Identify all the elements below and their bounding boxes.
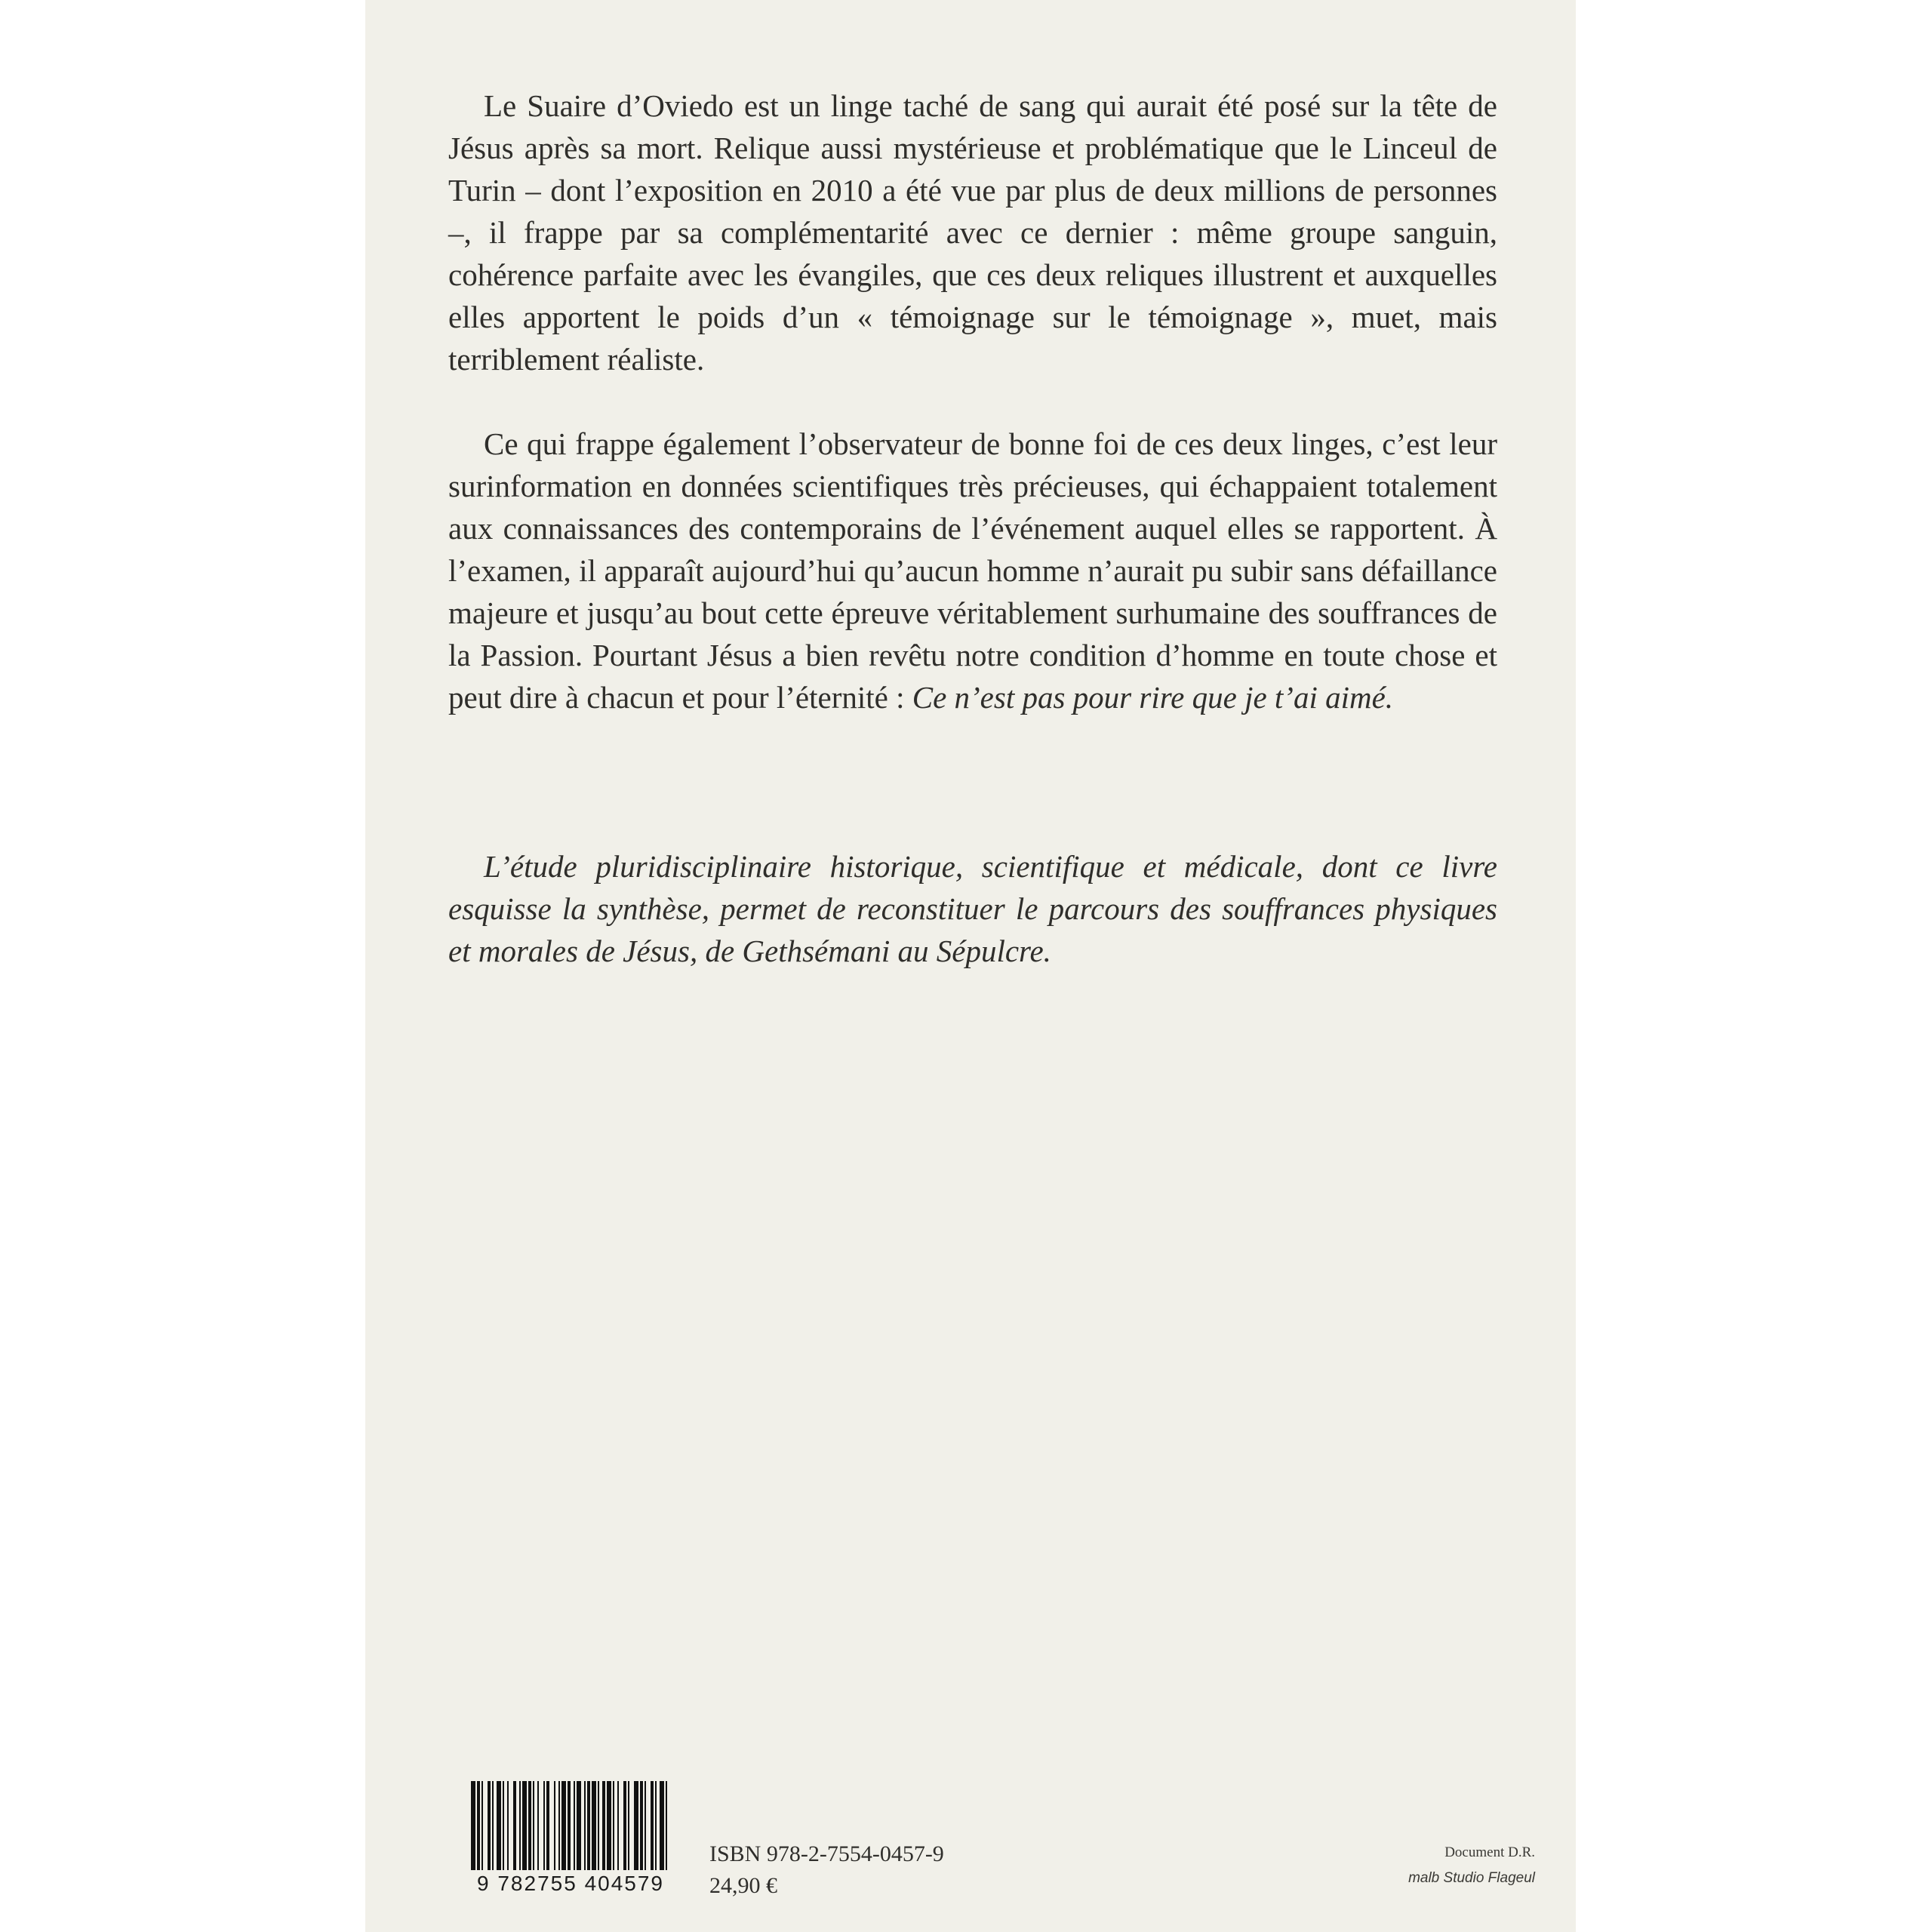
barcode-bar	[651, 1781, 654, 1870]
barcode-bar	[488, 1781, 491, 1870]
barcode-bar	[537, 1781, 539, 1870]
blurb-paragraph-2-text: Ce qui frappe également l’observateur de bonne foi de ces deux linges, c’est leur surinformation en données scientifiques très précieuses, qui échappaient totalement aux connaissances des contemporains de l’événement auquel elles se rapportent. À l’examen, il apparaît aujourd’hui qu’aucun homme n’aurait pu subir sans défaillance majeure et jusqu’au bout cette épreuve véritablement surhumaine des souffrances de la Passion. Pourtant Jésus a bien revêtu notre condition d’homme en toute chose et peut dire à chacun et pour l’éternité :	[448, 426, 1497, 715]
barcode-bar	[587, 1781, 590, 1870]
barcode-number: 9 782755 404579	[468, 1872, 673, 1896]
barcode-bar	[568, 1781, 571, 1870]
photo-credit: Document D.R.	[1444, 1844, 1535, 1860]
barcode-bar	[660, 1781, 664, 1870]
barcode-bar	[561, 1781, 566, 1870]
blurb-paragraph-3: L’étude pluridisciplinaire historique, scientifique et médicale, dont ce livre esquisse la synthèse, permet de reconstituer le parcours des souffrances physiques et morales de Jésus, de Gethsémani au Sépulcre.	[448, 849, 1497, 968]
barcode-bar	[477, 1781, 480, 1870]
barcode-bar	[640, 1781, 643, 1870]
barcode-bar	[634, 1781, 638, 1870]
barcode-bar	[607, 1781, 611, 1870]
barcode-bar	[577, 1781, 581, 1870]
barcode-bar	[471, 1781, 475, 1870]
barcode-bar	[522, 1781, 527, 1870]
barcode-bars	[468, 1781, 673, 1870]
barcode-bar	[497, 1781, 501, 1870]
design-credit: malb Studio Flageul	[1408, 1870, 1535, 1886]
isbn: ISBN 978-2-7554-0457-9	[709, 1841, 944, 1866]
barcode-bar	[598, 1781, 599, 1870]
barcode-bar	[574, 1781, 575, 1870]
barcode-bar	[528, 1781, 531, 1870]
barcode-bar	[623, 1781, 626, 1870]
barcode-bar	[592, 1781, 596, 1870]
back-cover	[365, 0, 1576, 1932]
barcode-bar	[513, 1781, 516, 1870]
barcode-bar	[655, 1781, 657, 1870]
barcode-bar	[645, 1781, 646, 1870]
barcode-bar	[558, 1781, 560, 1870]
barcode-bar	[503, 1781, 504, 1870]
barcode-bar	[492, 1781, 494, 1870]
barcode-bar	[602, 1781, 605, 1870]
barcode-bar	[584, 1781, 586, 1870]
barcode-bar	[628, 1781, 629, 1870]
blurb-paragraph-1: Le Suaire d’Oviedo est un linge taché de sang qui aurait été posé sur la tête de Jésus après sa mort. Relique aussi mystérieuse et problématique que le Linceul de Turin – dont l’exposition en 2010 a été vue par plus de deux millions de personnes –, il frappe par sa complémentarité avec ce dernier : même groupe sanguin, cohérence parfaite avec les évangiles, que ces deux reliques illustrent et auxquelles elles apportent le poids d’un « témoignage sur le témoignage », muet, mais terriblement réaliste.	[448, 88, 1497, 377]
blurb-quote: Ce n’est pas pour rire que je t’ai aimé.	[912, 680, 1394, 715]
barcode-bar	[533, 1781, 534, 1870]
price: 24,90 €	[709, 1873, 777, 1898]
barcode-bar	[666, 1781, 667, 1870]
barcode-bar	[554, 1781, 555, 1870]
barcode-bar	[613, 1781, 614, 1870]
barcode	[468, 1781, 673, 1909]
blurb-paragraph-2	[448, 423, 1497, 718]
barcode-bar	[481, 1781, 483, 1870]
barcode-bar	[543, 1781, 545, 1870]
barcode-bar	[617, 1781, 619, 1870]
barcode-bar	[507, 1781, 509, 1870]
barcode-bar	[519, 1781, 521, 1870]
barcode-bar	[546, 1781, 549, 1870]
